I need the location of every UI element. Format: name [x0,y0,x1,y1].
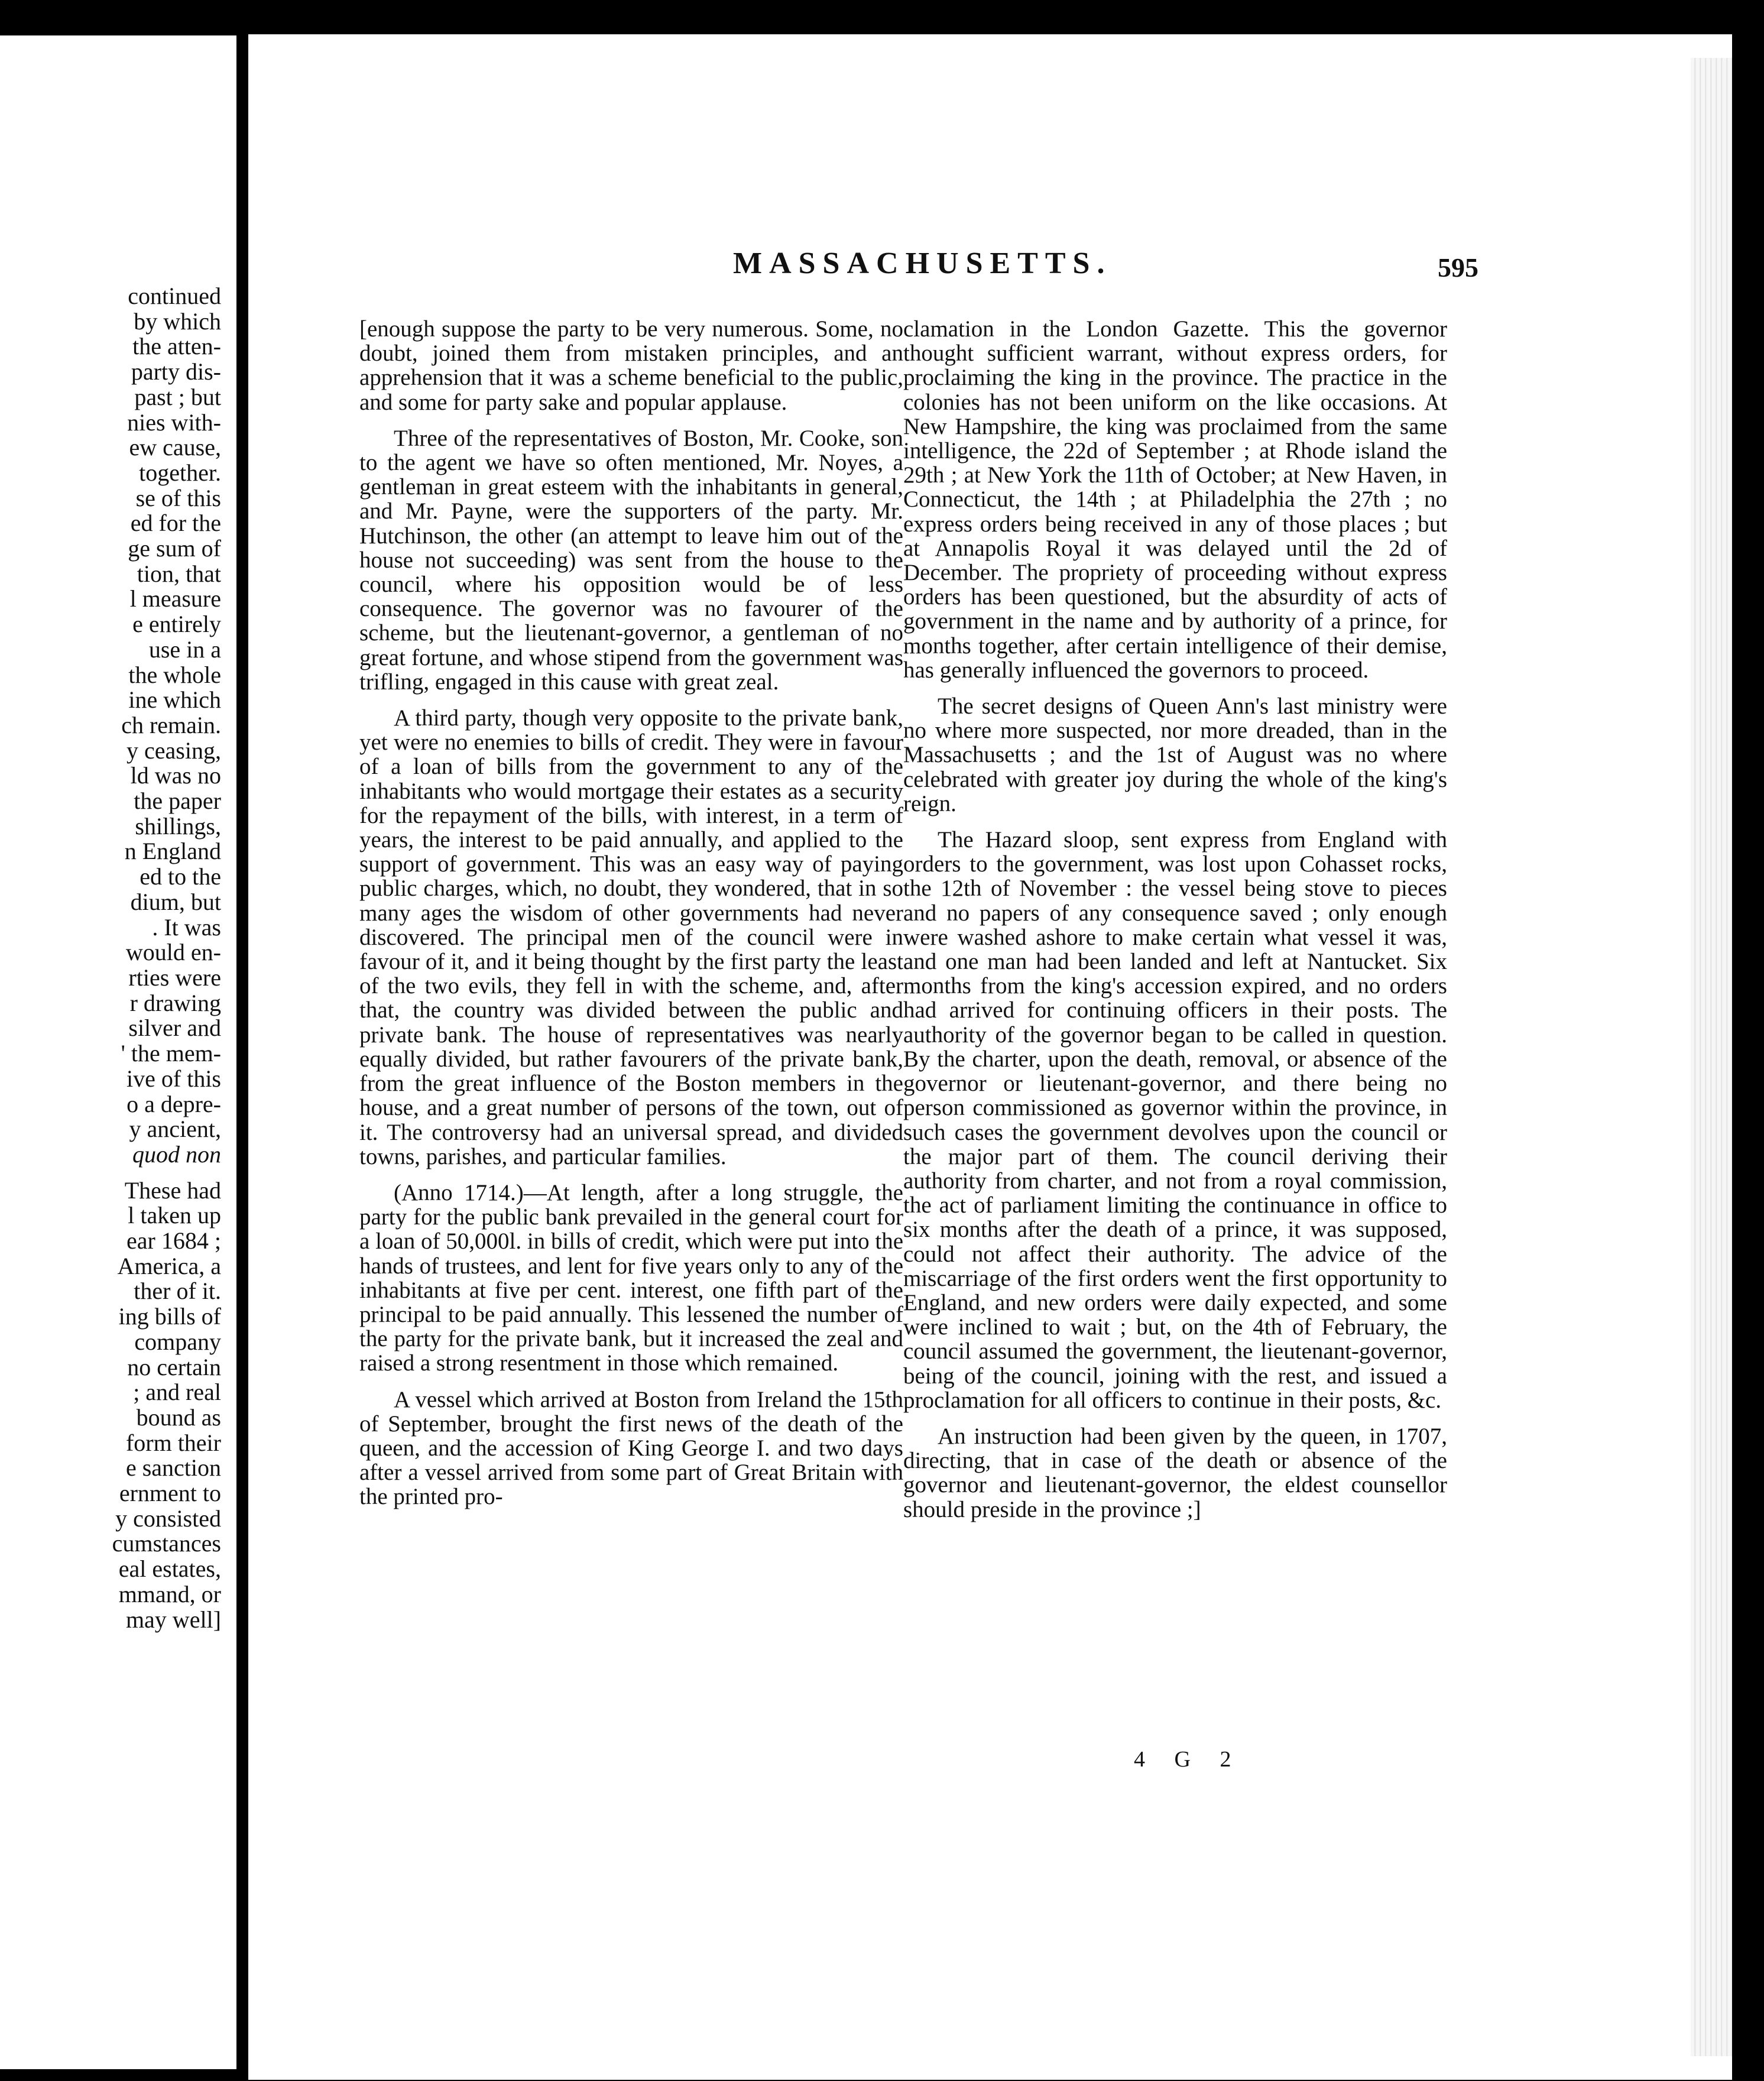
paragraph: (Anno 1714.)—At length, after a long struggle, the party for the public bank prevailed in the general court for a loan of 50,000l. in bills of credit, which were put into the hands of trustees, and lent for five years only to any of the inhabitants at five per cent. interest, one fifth part of the principal to be paid annually. This lessened the number of the party for the private bank, but it increased the zeal and raised a strong resentment in those which remained. [359,1179,903,1376]
text-line-fragment: y ceasing, [127,737,221,764]
paragraph: An instruction had been given by the queen, in 1707, directing, that in case of the death or absence of the governor and lieutenant-governor, the eldest counsellor should preside in the province ;] [903,1423,1447,1522]
text-line-fragment: no certain [127,1353,221,1380]
paragraph: clamation in the London Gazette. This the governor thought sufficient warrant, without express orders, for proclaiming the king in the province. The practice in the colonies has not been uniform on the like occasions. At New Hampshire, the king was proclaimed from the same intelligence, the 22d of September ; at Rhode island the 29th ; at New York the 11th of October; at New Haven, in Connecticut, the 14th ; at Philadelphia the 27th ; no express orders being received in any of those places ; but at Annapolis Royal it was delayed until the 2d of December. The propriety of proceeding without express orders has been questioned, but the absurdity of acts of government in the name and by authority of a prince, for months together, after certain intelligence of their demise, has generally influenced the governors to proceed. [903,316,1447,683]
text-column-left [359,317,903,1509]
text-line-fragment: r drawing [129,989,221,1016]
text-line-fragment: e sanction [125,1454,221,1482]
text-line-fragment: ing bills of [118,1303,221,1330]
book-page [248,34,1732,2080]
text-line-fragment: dium, but [130,888,221,915]
page-number: 595 [1438,252,1478,283]
text-line-fragment: y ancient, [129,1116,221,1143]
text-line-fragment: ge sum of [128,535,221,562]
text-line-fragment: ch remain. [121,711,221,738]
text-line-fragment: mmand, or [118,1580,221,1607]
paragraph: The Hazard sloop, sent express from England with orders to the government, was lost upon Cohasset rocks, the 12th of November : the vessel being stove to pieces and no papers of any consequence saved ; only enough were washed ashore to make certain what vessel it was, and one man had been landed and left at Nantucket. Six months from the king's accession expired, and no orders had arrived for continuing officers in their posts. The authority of the governor began to be called in question. By the charter, upon the death, removal, or absence of the governor or lieutenant-governor, and there being no person commissioned as governor within the province, in such cases the government devolves upon the council or the major part of them. The council deriving their authority from charter, and not from a royal commission, the act of parliament limiting the continuance in office to six months after the death of a prince, it was supposed, could not affect their authority. The advice of the miscarriage of the first orders went the first opportunity to England, and new orders were daily expected, and some were inclined to wait ; but, on the 4th of February, the council assumed the government, the lieutenant-governor, being of the council, joining with the rest, and issued a proclamation for all officers to continue in their posts, &c. [903,827,1447,1413]
facing-page-fragment [0,35,236,2069]
page-edge-stack [1691,58,1732,2056]
text-line-fragment: se of this [135,484,221,511]
signature-mark: 4 G 2 [1134,1747,1243,1772]
text-line-fragment: together. [139,459,221,486]
text-line-fragment: bound as [136,1403,221,1431]
facing-page-text [0,284,225,1632]
text-line-fragment: by which [134,307,221,335]
text-line-fragment: ear 1684 ; [127,1227,221,1255]
text-line-fragment: ew cause, [129,434,221,461]
text-line-fragment: ernment to [119,1480,221,1507]
text-line-fragment: party dis- [131,358,221,385]
text-line-fragment: may well] [125,1606,221,1633]
text-line-fragment: n England [124,838,221,865]
text-line-fragment: tion, that [137,560,221,587]
text-line-fragment: the whole [128,661,221,688]
text-line-fragment: ; and real [133,1379,221,1406]
text-line-fragment: ld was no [130,762,221,789]
text-line-fragment: l measure [129,585,221,612]
text-line-fragment: y consisted [115,1505,221,1532]
text-line-fragment: use in a [148,636,221,663]
text-line-fragment: l taken up [128,1202,221,1229]
text-line-fragment: ed to the [140,863,221,890]
text-line-fragment: past ; but [134,383,221,410]
text-line-fragment: silver and [128,1014,221,1042]
text-column-right [903,317,1447,1522]
paragraph: The secret designs of Queen Ann's last ministry were no where more suspected, nor more dreaded, than in the Massachusetts ; and the 1st of August was no where celebrated with greater joy during the whole of the king's reign. [903,693,1447,816]
text-line-fragment: quod non [132,1140,221,1168]
text-line-fragment: nies with- [127,409,221,436]
paragraph: A vessel which arrived at Boston from Ireland the 15th of September, brought the first news of the death of the queen, and the accession of King George I. and two days after a vessel arrived from some part of Great Britain with the printed pro- [359,1386,903,1510]
text-line-fragment: shillings, [135,812,221,839]
text-line-fragment: eal estates, [118,1555,221,1583]
text-line-fragment: form their [125,1429,221,1456]
text-line-fragment: America, a [117,1252,221,1279]
paragraph: [enough suppose the party to be very numerous. Some, no doubt, joined them from mistaken principles, and an apprehension that it was a scheme beneficial to the public, and some for party sake and popular applause. [359,316,903,415]
text-line-fragment: o a depre- [127,1090,221,1117]
text-line-fragment: would en- [125,939,221,966]
text-line-fragment: These had [124,1176,221,1204]
text-line-fragment: the paper [134,787,221,815]
text-line-fragment: rties were [128,964,221,991]
paragraph: A third party, though very opposite to the private bank, yet were no enemies to bills of credit. They were in favour of a loan of bills from the government to any of the inhabitants who would mortgage their estates as a security for the repayment of the bills, with interest, in a term of years, the interest to be paid annually, and applied to the support of government. This was an easy way of paying public charges, which, no doubt, they wondered, that in so many ages the wisdom of other governments had never discovered. The principal men of the council were in favour of it, and it being thought by the first party the least of the two evils, they fell in with the scheme, and, after that, the country was divided between the public and private bank. The house of representatives was nearly equally divided, but rather favourers of the private bank, from the great influence of the Boston members in the house, and a great number of persons of the town, out of it. The controversy had an universal spread, and divided towns, parishes, and particular families. [359,705,903,1169]
text-line-fragment: ine which [128,686,221,714]
text-line-fragment: ed for the [130,510,221,537]
text-line-fragment: continued [128,283,221,309]
text-line-fragment: ' the mem- [121,1040,221,1067]
text-line-fragment: cumstances [112,1530,221,1557]
text-line-fragment: ther of it. [134,1278,221,1305]
running-head: MASSACHUSETTS. [733,247,1112,280]
text-line-fragment: e entirely [132,611,221,638]
text-line-fragment: company [134,1328,221,1355]
paragraph: Three of the representatives of Boston, Mr. Cooke, son to the agent we have so often mentioned, Mr. Noyes, a gentleman in great esteem with the inhabitants in general, and Mr. Payne, were the supporters of the party. Mr. Hutchinson, the other (an attempt to leave him out of the house not succeeding) was sent from the house to the council, where his opposition would be of less consequence. The governor was no favourer of the scheme, but the lieutenant-governor, a gentleman of no great fortune, and whose stipend from the government was trifling, engaged in this cause with great zeal. [359,425,903,695]
text-line-fragment: the atten- [132,333,221,360]
text-line-fragment: . It was [152,913,221,941]
text-line-fragment: ive of this [127,1065,221,1092]
